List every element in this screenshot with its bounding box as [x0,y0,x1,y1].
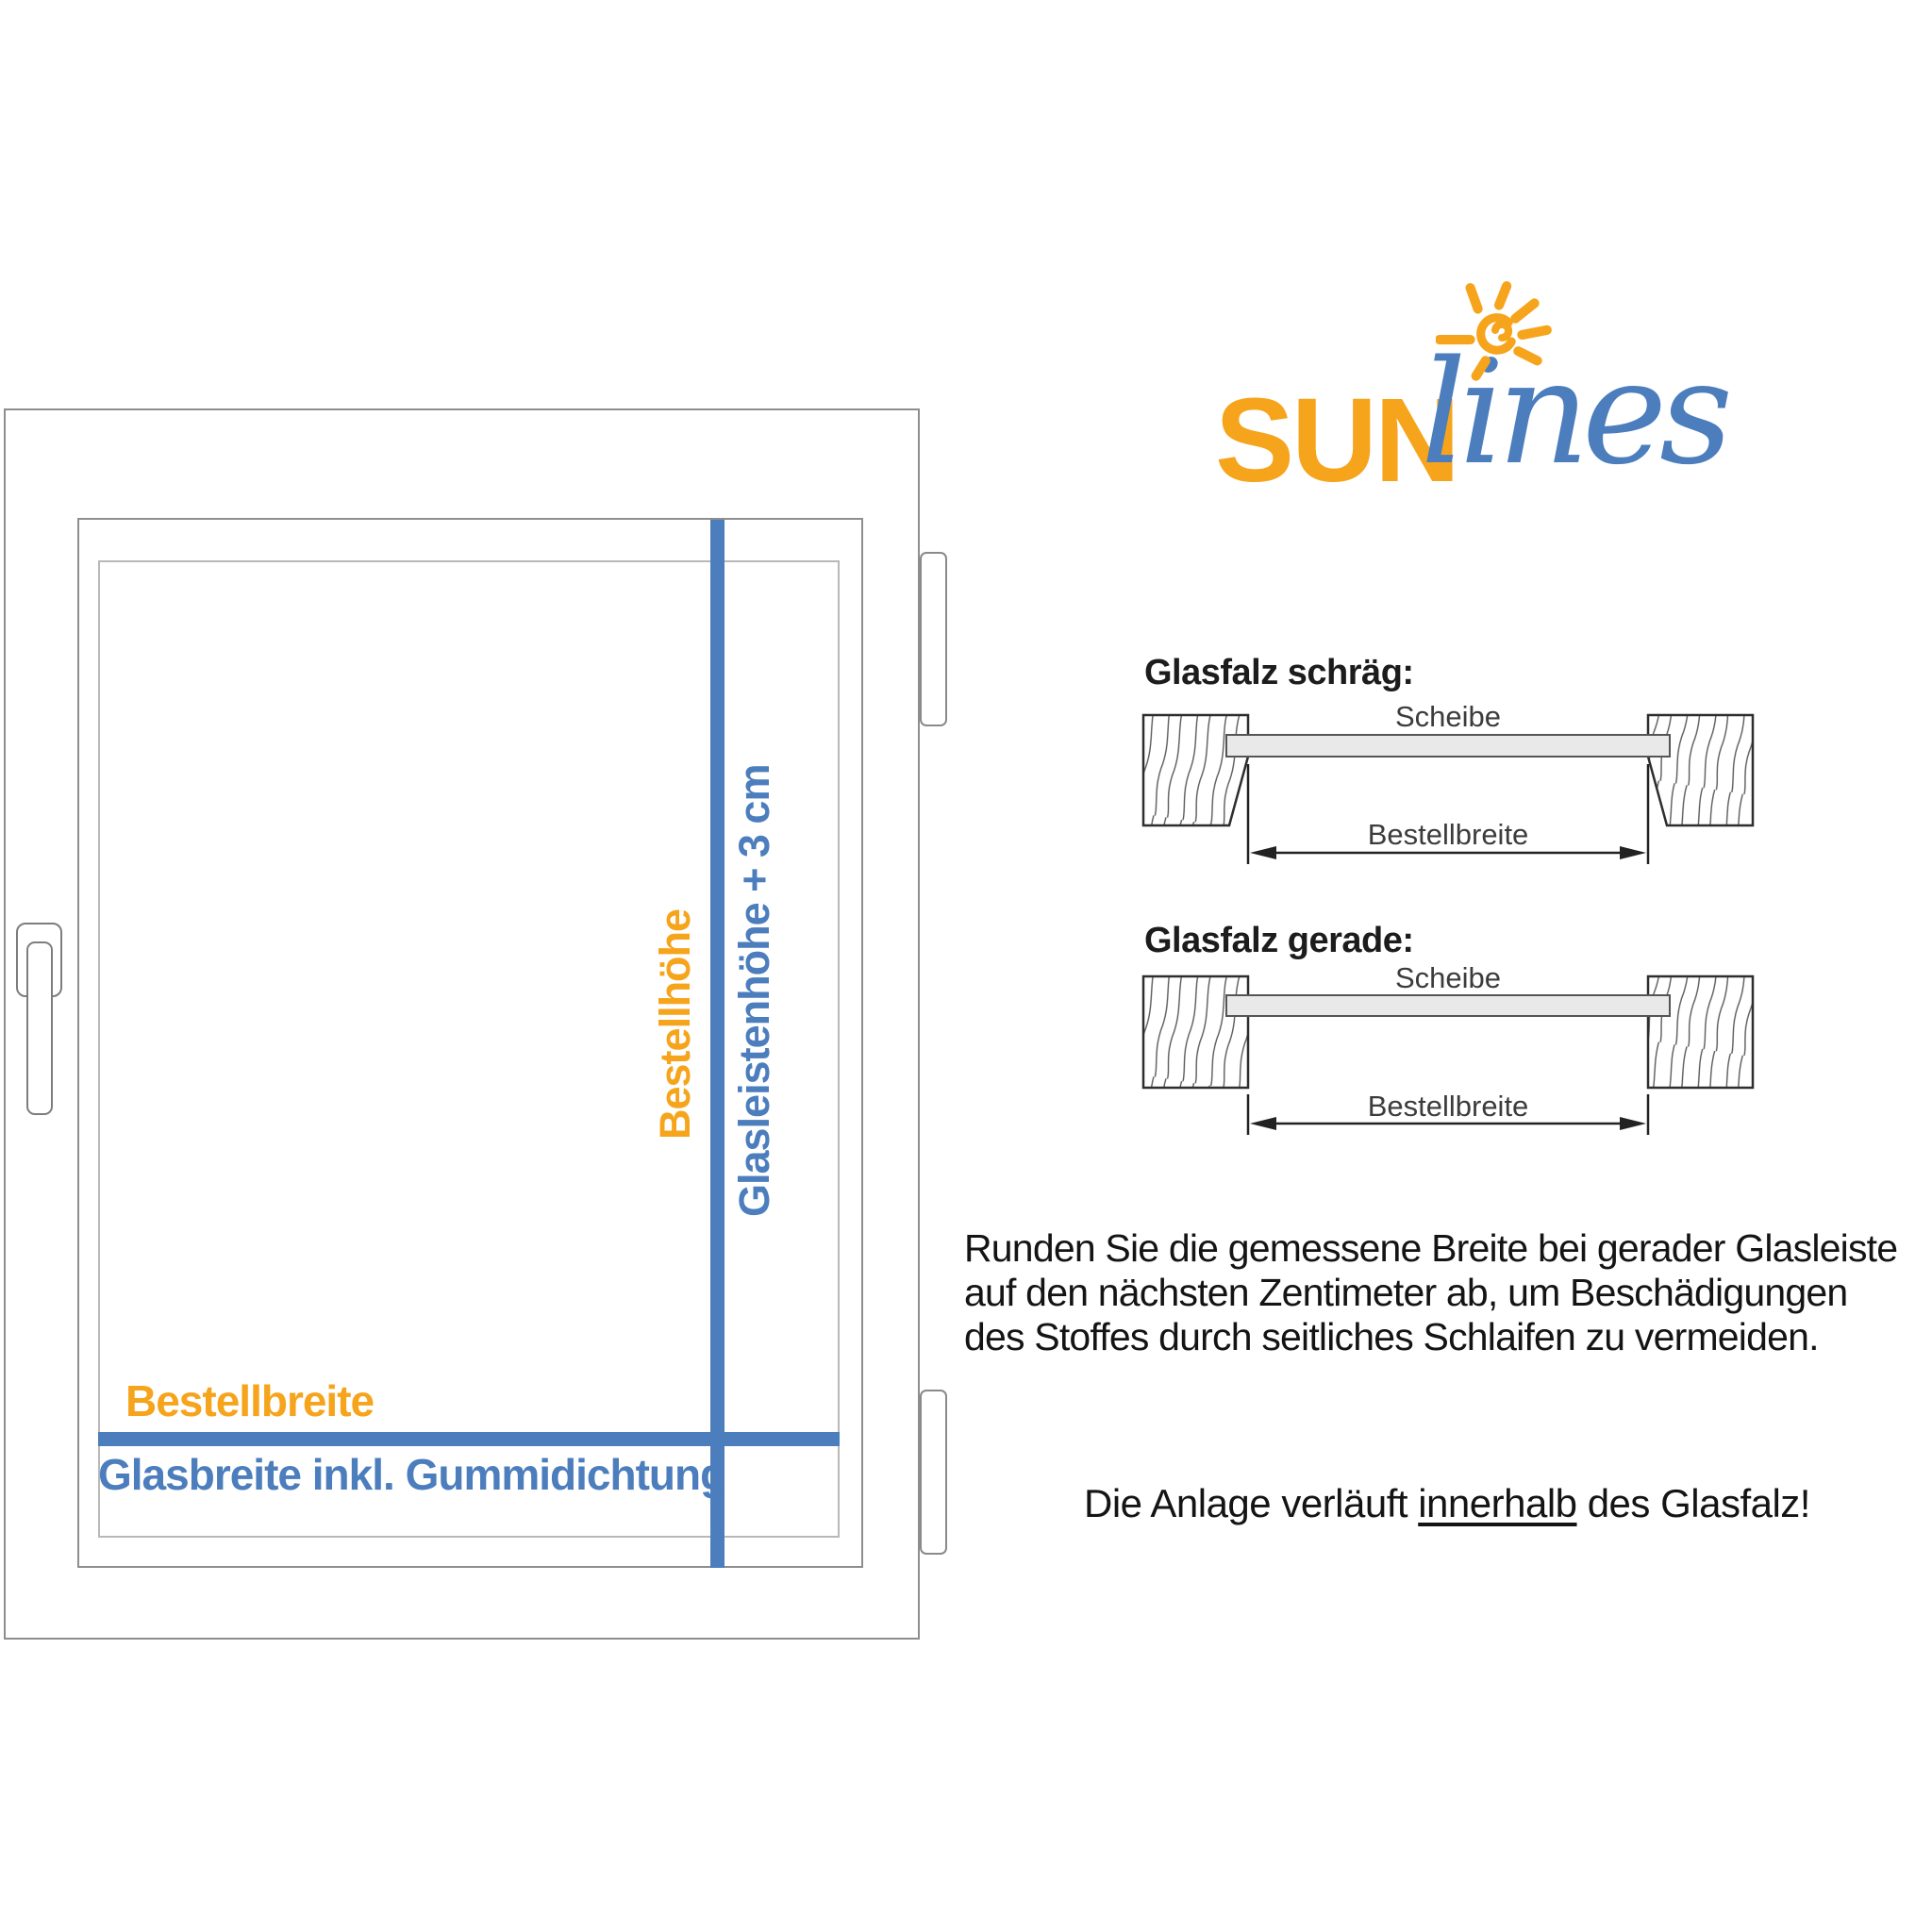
measure-line-vertical [710,520,724,1568]
glasfalz-note [1084,1481,1810,1526]
label-bestellhoehe: Bestellhöhe [651,908,699,1140]
diagram-title-gerade: Glasfalz gerade: [1144,921,1414,960]
logo-text-sun: SUN [1215,374,1458,507]
arrowhead-left [1250,846,1276,859]
wood-block-left [1143,715,1248,825]
label-glasleistenhoehe: Glasleistenhöhe + 3 cm [730,764,778,1217]
paragraph-line-3: des Stoffes durch seitliches Schlaifen zu vermeiden. [964,1315,1819,1358]
paragraph-line-1: Runden Sie die gemessene Breite bei gerader Glasleiste [964,1226,1898,1270]
note-suffix: des Glasfalz! [1576,1481,1810,1525]
label-bestellbreite: Bestellbreite [125,1376,375,1425]
arrowhead-left [1250,1117,1276,1130]
sun-icon [1436,279,1560,396]
diagram-title-schraeg: Glasfalz schräg: [1144,653,1414,692]
wood-block-right [1648,976,1753,1088]
wood-block-right [1648,715,1753,825]
paragraph-line-2: auf den nächsten Zentimeter ab, um Beschädigungen [964,1271,1848,1314]
wood-block-left [1143,976,1248,1088]
pane-label: Scheibe [1394,961,1502,994]
diagram-glasfalz-gerade [1137,959,1759,1139]
diagram-glasfalz-schraeg [1137,698,1759,877]
window-hinge-top [920,552,947,726]
glass-pane-bar [1226,735,1670,757]
logo-text-lines: lines [1421,329,1726,496]
measure-line-horizontal [98,1432,840,1446]
label-glasbreite: Glasbreite inkl. Gummidichtung [98,1450,726,1499]
note-underlined-word: innerhalb [1418,1481,1577,1525]
instruction-paragraph [964,1226,1932,1359]
note-prefix: Die Anlage verläuft [1084,1481,1419,1525]
arrowhead-right [1620,1117,1646,1130]
glass-pane-bar [1226,995,1670,1016]
arrowhead-right [1620,846,1646,859]
dimension-label: Bestellbreite [1367,1090,1529,1123]
window-hinge-bottom [920,1390,947,1555]
window-handle-bar [26,941,53,1115]
pane-label: Scheibe [1394,700,1502,733]
dimension-label: Bestellbreite [1367,818,1529,851]
